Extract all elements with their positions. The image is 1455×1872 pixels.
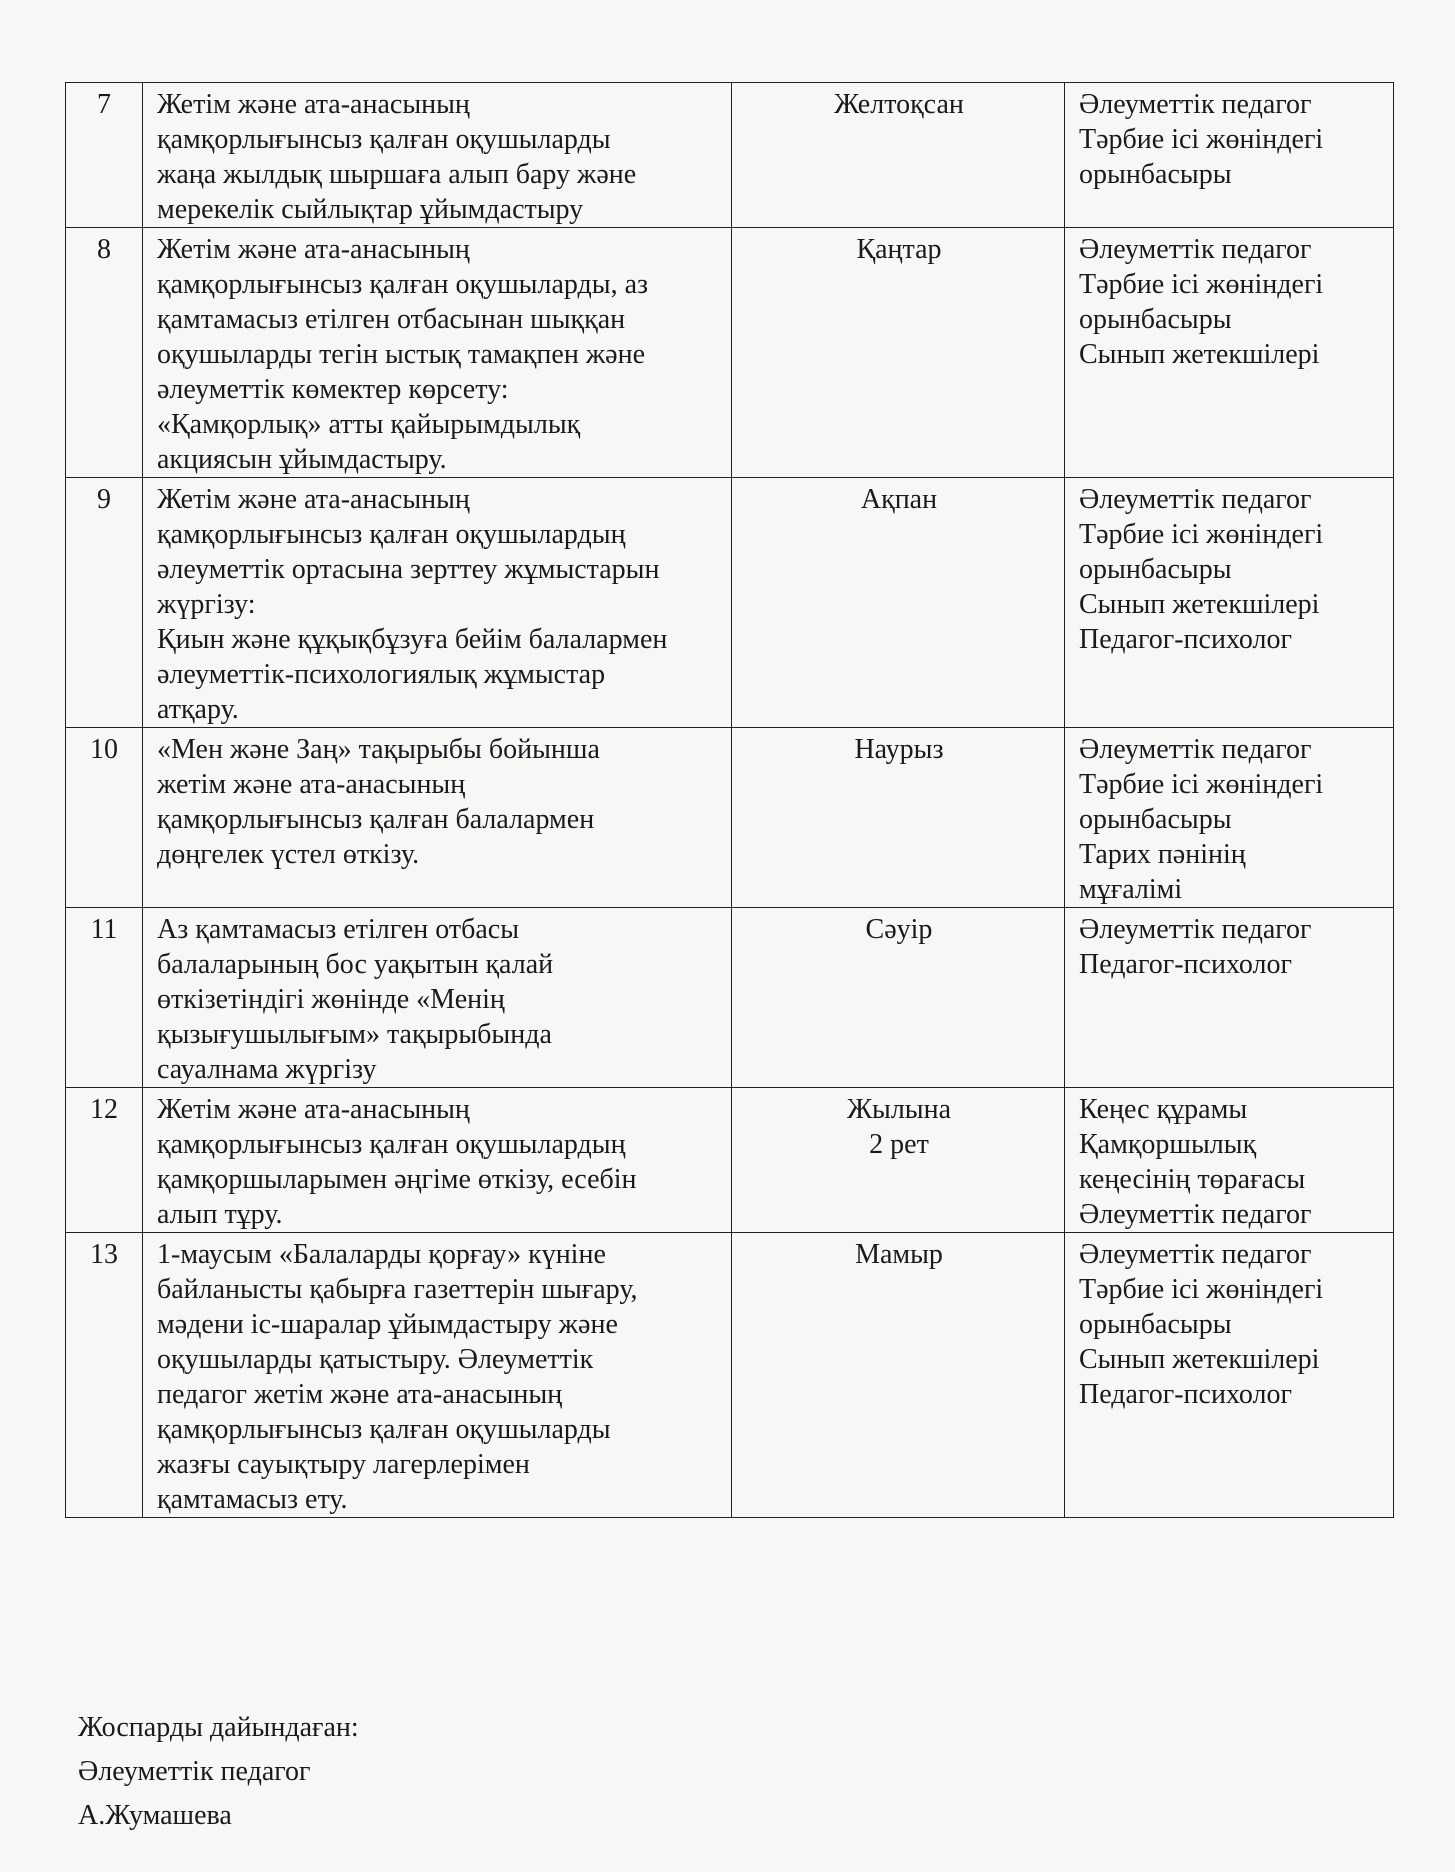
activity-line: жүргізу: [157, 589, 256, 620]
responsible-line: Педагог-психолог [1079, 624, 1292, 655]
responsible-cell [1065, 228, 1394, 478]
table-row [66, 478, 1394, 728]
prepared-by-label: Жоспарды дайындаған: [78, 1712, 359, 1743]
responsible-line: Тәрбие ісі жөніндегі [1079, 269, 1324, 300]
activity-line: қамқорлығынсыз қалған оқушыларды [157, 124, 611, 155]
row-number-text: 8 [97, 234, 111, 265]
activity-line: өткізетіндігі жөнінде «Менің [157, 984, 505, 1015]
row-number-text: 7 [97, 89, 111, 120]
activity-line: жетім және ата-анасының [157, 769, 466, 800]
term-cell [732, 908, 1065, 1088]
table-row [66, 1088, 1394, 1233]
table-row [66, 228, 1394, 478]
row-number [66, 728, 143, 908]
activity-line: мерекелік сыйлықтар ұйымдастыру [157, 194, 584, 225]
term-line: Наурыз [854, 734, 944, 765]
activity-line: мәдени іс-шаралар ұйымдастыру және [157, 1309, 618, 1340]
responsible-line: Сынып жетекшілері [1079, 589, 1320, 620]
term-line: Жылына [846, 1094, 952, 1125]
responsible-line: Қамқоршылық [1079, 1129, 1257, 1160]
activity-line: қызығушылығым» тақырыбында [157, 1019, 552, 1050]
activity-line: қамқоршыларымен әңгіме өткізу, есебін [157, 1164, 637, 1195]
activity-line: «Қамқорлық» атты қайырымдылық [157, 409, 581, 440]
activity-line: атқару. [157, 694, 239, 725]
responsible-cell [1065, 83, 1394, 228]
responsible-line: Әлеуметтік педагог [1079, 89, 1312, 120]
activity-cell [143, 478, 732, 728]
responsible-line: Тәрбие ісі жөніндегі [1079, 769, 1324, 800]
activity-line: қамқорлығынсыз қалған оқушыларды, аз [157, 269, 649, 300]
activity-line: Жетім және ата-анасының [157, 484, 470, 515]
responsible-cell [1065, 728, 1394, 908]
activity-line: балаларының бос уақытын қалай [157, 949, 554, 980]
responsible-line: орынбасыры [1079, 554, 1232, 585]
responsible-line: Тәрбие ісі жөніндегі [1079, 519, 1324, 550]
activity-line: Жетім және ата-анасының [157, 234, 470, 265]
term-cell [732, 83, 1065, 228]
row-number [66, 83, 143, 228]
responsible-cell [1065, 1088, 1394, 1233]
activity-cell [143, 1088, 732, 1233]
row-number [66, 478, 143, 728]
term-cell [732, 728, 1065, 908]
row-number [66, 908, 143, 1088]
row-number [66, 1088, 143, 1233]
activity-line: Жетім және ата-анасының [157, 1094, 470, 1125]
signer-name: А.Жумашева [78, 1800, 232, 1831]
activity-line: қамтамасыз ету. [157, 1484, 348, 1515]
responsible-line: Әлеуметтік педагог [1079, 484, 1312, 515]
table-row [66, 908, 1394, 1088]
responsible-line: Әлеуметтік педагог [1079, 1199, 1312, 1230]
responsible-line: Әлеуметтік педагог [1079, 914, 1312, 945]
term-line: Мамыр [855, 1239, 943, 1270]
activity-cell [143, 1233, 732, 1518]
activity-line: оқушыларды қатыстыру. Әлеуметтік [157, 1344, 594, 1375]
table-row [66, 1233, 1394, 1518]
term-cell [732, 1233, 1065, 1518]
row-number-text: 10 [90, 734, 118, 765]
activity-line: қамқорлығынсыз қалған оқушылардың [157, 1129, 626, 1160]
table-body [66, 83, 1394, 1518]
activity-line: әлеуметтік ортасына зерттеу жұмыстарын [157, 554, 660, 585]
activity-line: Жетім және ата-анасының [157, 89, 470, 120]
activity-line: оқушыларды тегін ыстық тамақпен және [157, 339, 646, 370]
activity-line: жазғы сауықтыру лагерлерімен [157, 1449, 530, 1480]
responsible-line: орынбасыры [1079, 1309, 1232, 1340]
activity-line: қамқорлығынсыз қалған оқушыларды [157, 1414, 611, 1445]
term-line: 2 рет [869, 1129, 929, 1160]
row-number-text: 12 [90, 1094, 118, 1125]
signature-block [78, 1706, 359, 1838]
responsible-cell [1065, 908, 1394, 1088]
activity-line: дөңгелек үстел өткізу. [157, 839, 420, 870]
term-line: Ақпан [860, 484, 938, 515]
row-number-text: 11 [90, 914, 118, 945]
responsible-cell [1065, 478, 1394, 728]
term-cell [732, 228, 1065, 478]
activity-line: әлеуметтік-психологиялық жұмыстар [157, 659, 606, 690]
responsible-line: орынбасыры [1079, 804, 1232, 835]
plan-table [65, 82, 1394, 1518]
term-cell [732, 478, 1065, 728]
signer-position: Әлеуметтік педагог [78, 1756, 311, 1787]
row-number [66, 228, 143, 478]
activity-cell [143, 83, 732, 228]
responsible-line: Әлеуметтік педагог [1079, 734, 1312, 765]
term-line: Сәуір [865, 914, 933, 945]
activity-line: 1-маусым «Балаларды қорғау» күніне [157, 1239, 606, 1270]
activity-line: қамтамасыз етілген отбасынан шыққан [157, 304, 626, 335]
activity-line: сауалнама жүргізу [157, 1054, 377, 1085]
table-row [66, 728, 1394, 908]
responsible-line: Педагог-психолог [1079, 949, 1292, 980]
responsible-line: Әлеуметтік педагог [1079, 234, 1312, 265]
responsible-line: Тарих пәнінің [1079, 839, 1246, 870]
responsible-line: Сынып жетекшілері [1079, 1344, 1320, 1375]
activity-cell [143, 728, 732, 908]
activity-line: қамқорлығынсыз қалған балалармен [157, 804, 595, 835]
row-number-text: 13 [90, 1239, 118, 1270]
activity-line: «Мен және Заң» тақырыбы бойынша [157, 734, 600, 765]
activity-cell [143, 908, 732, 1088]
responsible-line: Тәрбие ісі жөніндегі [1079, 124, 1324, 155]
responsible-cell [1065, 1233, 1394, 1518]
activity-line: жаңа жылдық шыршаға алып бару және [157, 159, 637, 190]
responsible-line: орынбасыры [1079, 159, 1232, 190]
responsible-line: Тәрбие ісі жөніндегі [1079, 1274, 1324, 1305]
activity-line: алып тұру. [157, 1199, 283, 1230]
responsible-line: орынбасыры [1079, 304, 1232, 335]
activity-line: байланысты қабырға газеттерін шығару, [157, 1274, 638, 1305]
responsible-line: Кеңес құрамы [1079, 1094, 1248, 1125]
row-number [66, 1233, 143, 1518]
responsible-line: Сынып жетекшілері [1079, 339, 1320, 370]
term-line: Қаңтар [856, 234, 942, 265]
activity-line: қамқорлығынсыз қалған оқушылардың [157, 519, 626, 550]
activity-line: Аз қамтамасыз етілген отбасы [157, 914, 520, 945]
responsible-line: мұғалімі [1079, 874, 1183, 905]
activity-line: педагог жетім және ата-анасының [157, 1379, 563, 1410]
responsible-line: Әлеуметтік педагог [1079, 1239, 1312, 1270]
activity-line: Қиын және құқықбұзуға бейім балалармен [157, 624, 668, 655]
row-number-text: 9 [97, 484, 111, 515]
table-row [66, 83, 1394, 228]
activity-line: акциясын ұйымдастыру. [157, 444, 447, 475]
responsible-line: Педагог-психолог [1079, 1379, 1292, 1410]
activity-cell [143, 228, 732, 478]
term-line: Желтоқсан [834, 89, 964, 120]
term-cell [732, 1088, 1065, 1233]
responsible-line: кеңесінің төрағасы [1079, 1164, 1306, 1195]
activity-line: әлеуметтік көмектер көрсету: [157, 374, 509, 405]
